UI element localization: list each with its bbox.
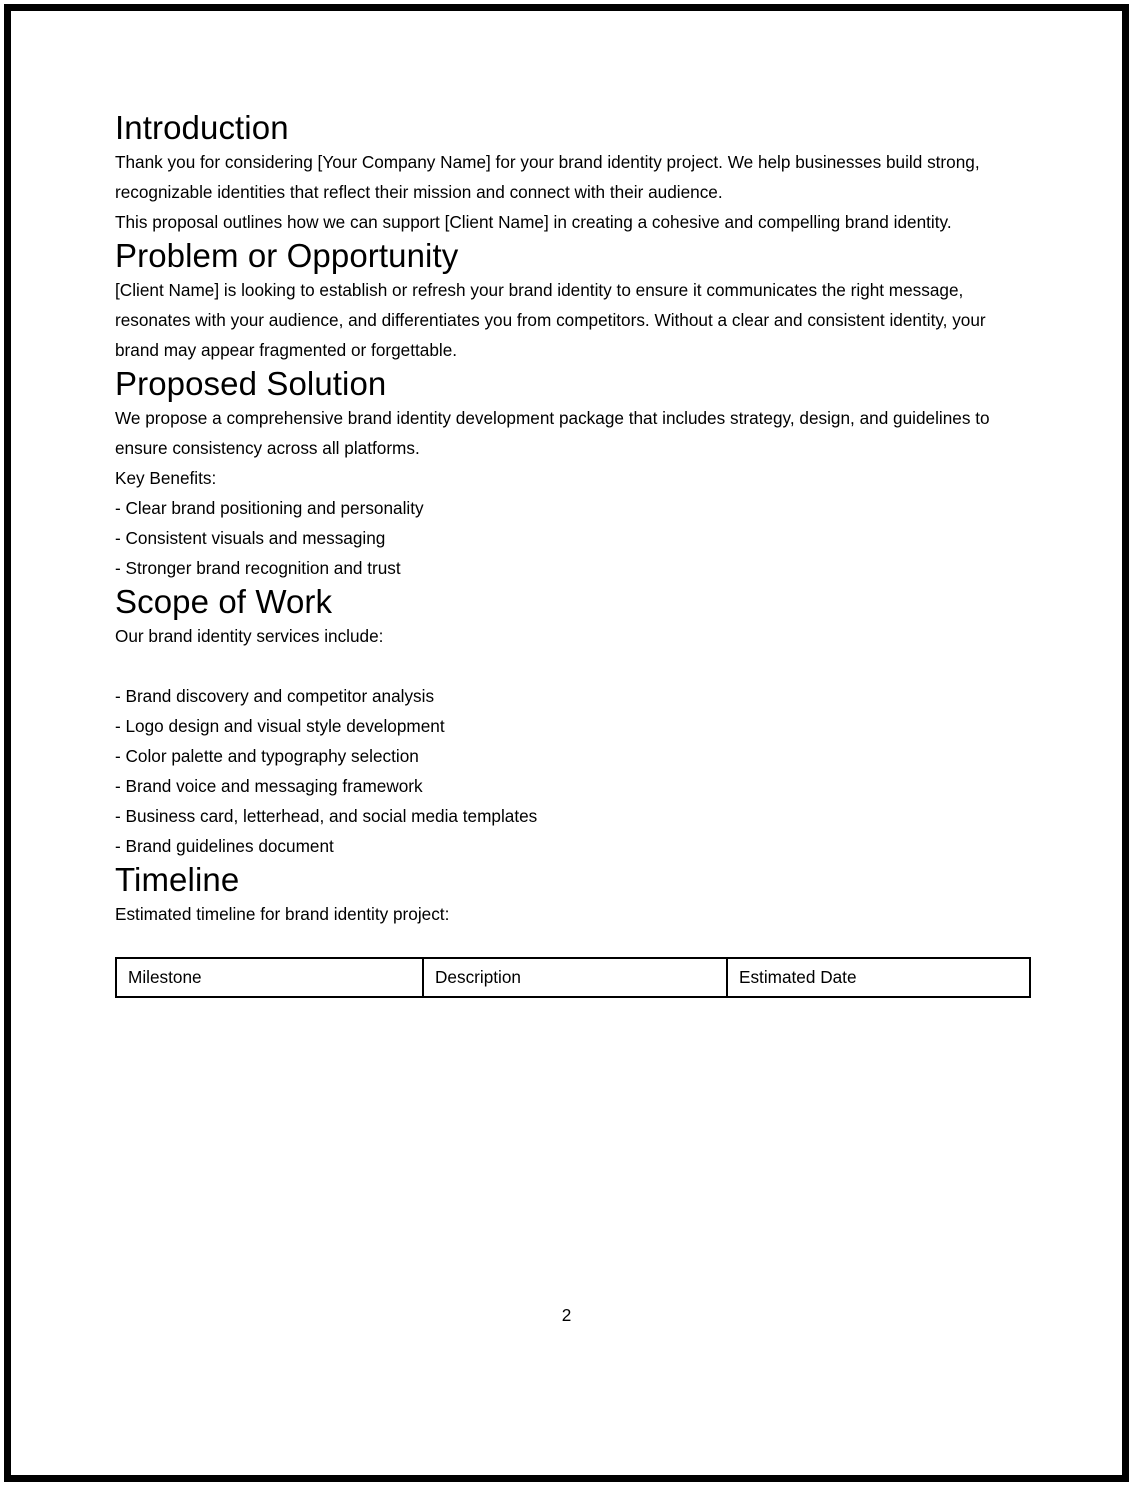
page-number: 2 <box>561 1305 572 1325</box>
key-benefits-label: Key Benefits: <box>115 467 217 488</box>
table-header-milestone: Milestone <box>116 958 423 997</box>
list-item: - Logo design and visual style development <box>115 715 445 736</box>
heading-problem-or-opportunity: Problem or Opportunity <box>115 236 459 274</box>
list-item: - Clear brand positioning and personality <box>115 497 424 518</box>
list-item: - Business card, letterhead, and social media templates <box>115 805 538 826</box>
table-header-description: Description <box>423 958 727 997</box>
list-item: - Stronger brand recognition and trust <box>115 557 401 578</box>
document-body <box>115 109 1017 998</box>
heading-timeline: Timeline <box>115 860 240 898</box>
page-canvas <box>11 11 1122 1475</box>
heading-scope-of-work: Scope of Work <box>115 582 333 620</box>
table-header-estimated-date: Estimated Date <box>727 958 1030 997</box>
timeline-table <box>115 957 1031 998</box>
list-item: - Color palette and typography selection <box>115 745 419 766</box>
table-header-row <box>116 958 1030 997</box>
problem-paragraph-1: [Client Name] is looking to establish or refresh your brand identity to ensure it communicates the right message, resonates with your audience, and differentiates you from competitors. Without a clear and consistent identity, your brand may appear fragmented or forgettable. <box>115 279 986 360</box>
list-item: - Brand discovery and competitor analysis <box>115 685 435 706</box>
list-item: - Brand guidelines document <box>115 835 334 856</box>
heading-introduction: Introduction <box>115 109 289 146</box>
proposed-solution-paragraph-1: We propose a comprehensive brand identity development package that includes strategy, design, and guidelines to ensure consistency across all platforms. <box>115 407 990 458</box>
introduction-paragraph-1: Thank you for considering [Your Company Name] for your brand identity project. We help businesses build strong, recognizable identities that reflect their mission and connect with their audience. <box>115 151 980 202</box>
introduction-paragraph-2: This proposal outlines how we can support [Client Name] in creating a cohesive and compelling brand identity. <box>115 211 952 232</box>
timeline-intro: Estimated timeline for brand identity project: <box>115 903 450 924</box>
list-item: - Consistent visuals and messaging <box>115 527 386 548</box>
page-border-frame <box>4 4 1129 1482</box>
scope-of-work-intro: Our brand identity services include: <box>115 625 384 646</box>
key-benefits-list <box>115 493 1017 583</box>
heading-proposed-solution: Proposed Solution <box>115 364 387 402</box>
scope-of-work-list <box>115 681 1017 861</box>
list-item: - Brand voice and messaging framework <box>115 775 423 796</box>
